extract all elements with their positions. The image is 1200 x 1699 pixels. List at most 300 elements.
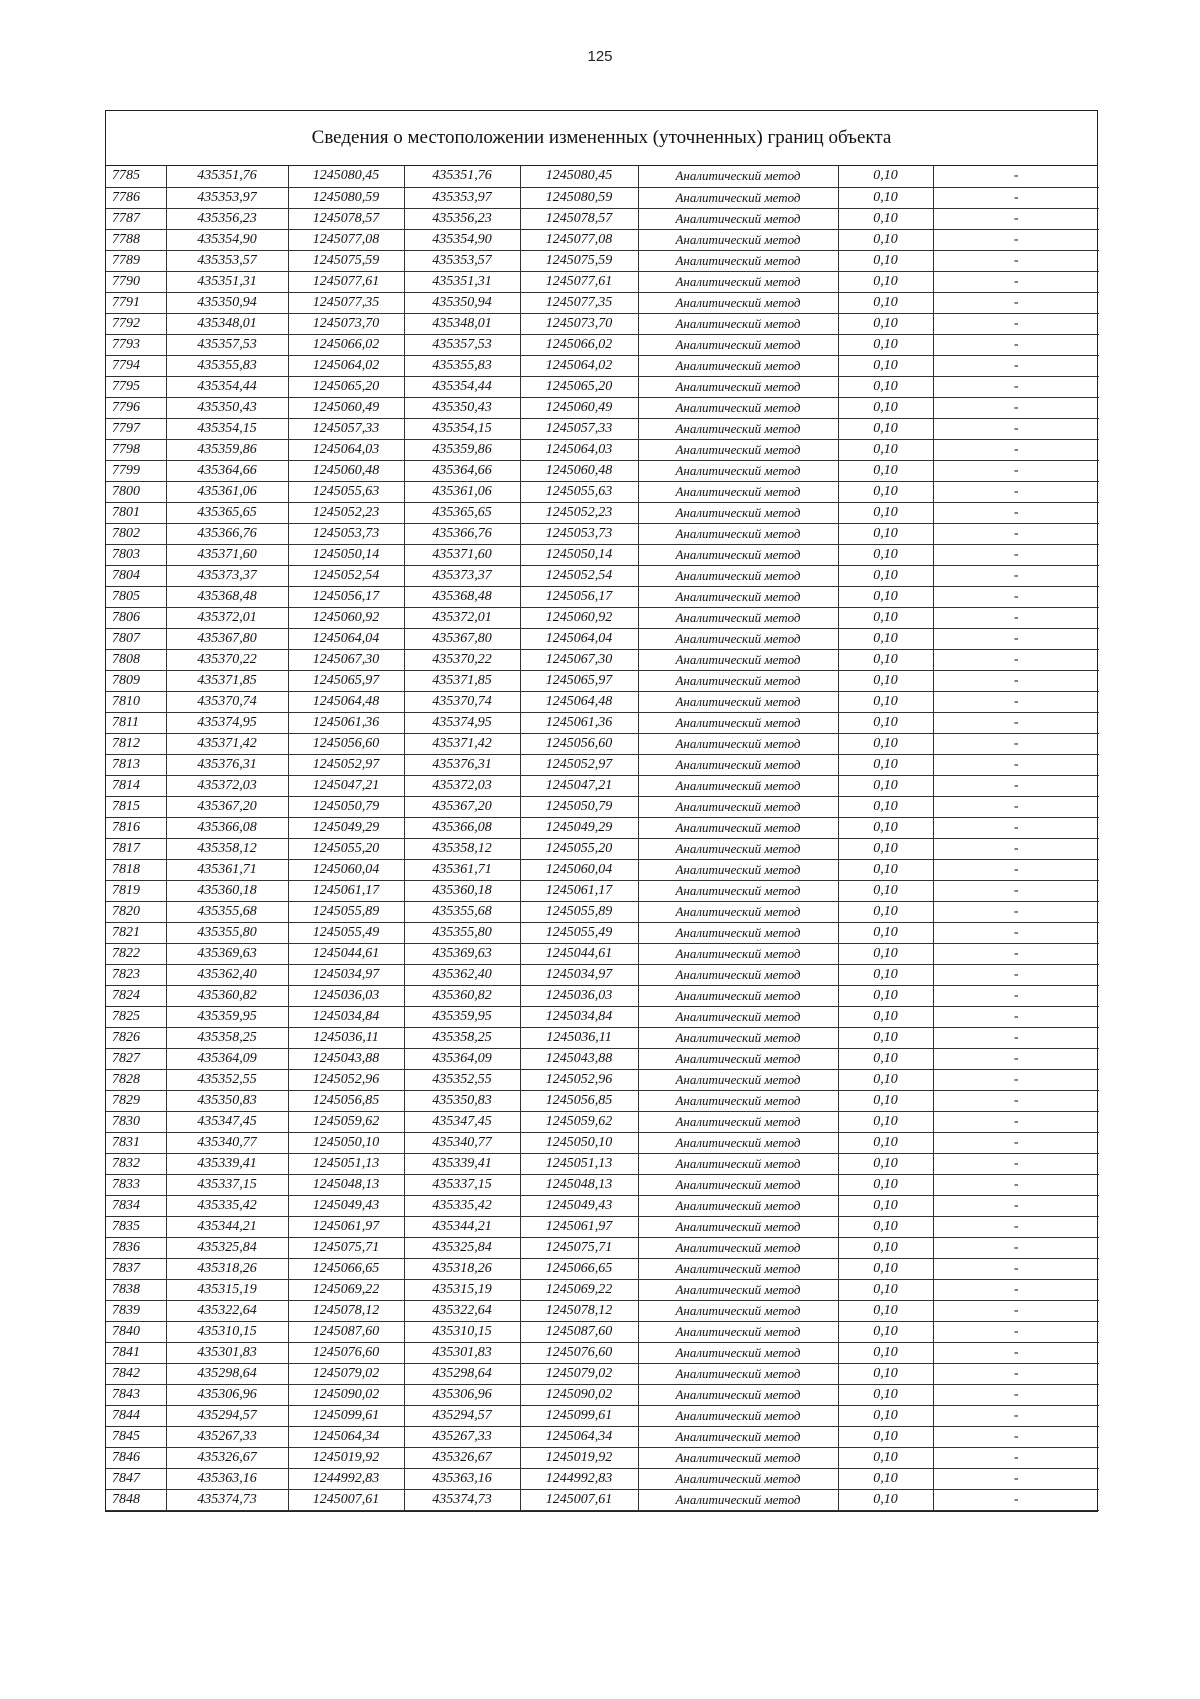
y-new-cell: 1245057,33: [520, 418, 638, 439]
table-row: [106, 649, 1099, 670]
x-old-cell: 435358,12: [166, 838, 288, 859]
x-new-cell: 435350,83: [404, 1090, 520, 1111]
y-old-cell: 1245087,60: [288, 1321, 404, 1342]
x-old-cell: 435354,90: [166, 229, 288, 250]
table-row: [106, 1153, 1099, 1174]
x-new-cell: 435360,82: [404, 985, 520, 1006]
point-number-cell: 7826: [106, 1027, 166, 1048]
x-new-cell: 435359,86: [404, 439, 520, 460]
y-old-cell: 1245049,43: [288, 1195, 404, 1216]
y-new-cell: 1245049,43: [520, 1195, 638, 1216]
x-new-cell: 435298,64: [404, 1363, 520, 1384]
x-new-cell: 435301,83: [404, 1342, 520, 1363]
x-old-cell: 435360,82: [166, 985, 288, 1006]
table-row: [106, 292, 1099, 313]
accuracy-cell: 0,10: [838, 250, 933, 271]
point-number-cell: 7847: [106, 1468, 166, 1489]
point-number-cell: 7802: [106, 523, 166, 544]
description-cell: -: [933, 250, 1099, 271]
accuracy-cell: 0,10: [838, 985, 933, 1006]
y-old-cell: 1245099,61: [288, 1405, 404, 1426]
x-old-cell: 435294,57: [166, 1405, 288, 1426]
point-number-cell: 7796: [106, 397, 166, 418]
y-new-cell: 1245056,85: [520, 1090, 638, 1111]
point-number-cell: 7801: [106, 502, 166, 523]
accuracy-cell: 0,10: [838, 187, 933, 208]
x-new-cell: 435354,15: [404, 418, 520, 439]
method-cell: Аналитический метод: [638, 901, 838, 922]
x-new-cell: 435360,18: [404, 880, 520, 901]
description-cell: -: [933, 649, 1099, 670]
description-cell: -: [933, 1174, 1099, 1195]
x-new-cell: 435322,64: [404, 1300, 520, 1321]
method-cell: Аналитический метод: [638, 1426, 838, 1447]
accuracy-cell: 0,10: [838, 1468, 933, 1489]
y-new-cell: 1245061,97: [520, 1216, 638, 1237]
accuracy-cell: 0,10: [838, 628, 933, 649]
method-cell: Аналитический метод: [638, 523, 838, 544]
description-cell: -: [933, 1006, 1099, 1027]
x-new-cell: 435352,55: [404, 1069, 520, 1090]
x-new-cell: 435315,19: [404, 1279, 520, 1300]
y-old-cell: 1245049,29: [288, 817, 404, 838]
x-new-cell: 435306,96: [404, 1384, 520, 1405]
y-old-cell: 1245059,62: [288, 1111, 404, 1132]
x-new-cell: 435344,21: [404, 1216, 520, 1237]
point-number-cell: 7831: [106, 1132, 166, 1153]
description-cell: -: [933, 859, 1099, 880]
method-cell: Аналитический метод: [638, 502, 838, 523]
point-number-cell: 7803: [106, 544, 166, 565]
point-number-cell: 7822: [106, 943, 166, 964]
method-cell: Аналитический метод: [638, 586, 838, 607]
x-old-cell: 435365,65: [166, 502, 288, 523]
x-old-cell: 435376,31: [166, 754, 288, 775]
y-old-cell: 1245064,02: [288, 355, 404, 376]
accuracy-cell: 0,10: [838, 502, 933, 523]
x-old-cell: 435354,44: [166, 376, 288, 397]
point-number-cell: 7818: [106, 859, 166, 880]
description-cell: -: [933, 1426, 1099, 1447]
y-new-cell: 1245036,03: [520, 985, 638, 1006]
point-number-cell: 7800: [106, 481, 166, 502]
y-new-cell: 1245078,57: [520, 208, 638, 229]
y-new-cell: 1245060,92: [520, 607, 638, 628]
y-new-cell: 1245079,02: [520, 1363, 638, 1384]
y-old-cell: 1245060,49: [288, 397, 404, 418]
point-number-cell: 7846: [106, 1447, 166, 1468]
table-row: [106, 229, 1099, 250]
description-cell: -: [933, 607, 1099, 628]
y-new-cell: 1245065,97: [520, 670, 638, 691]
y-old-cell: 1245043,88: [288, 1048, 404, 1069]
x-old-cell: 435310,15: [166, 1321, 288, 1342]
y-old-cell: 1245065,20: [288, 376, 404, 397]
description-cell: -: [933, 733, 1099, 754]
accuracy-cell: 0,10: [838, 691, 933, 712]
x-new-cell: 435355,80: [404, 922, 520, 943]
x-old-cell: 435350,94: [166, 292, 288, 313]
x-old-cell: 435374,95: [166, 712, 288, 733]
x-new-cell: 435365,65: [404, 502, 520, 523]
accuracy-cell: 0,10: [838, 1174, 933, 1195]
table-row: [106, 208, 1099, 229]
y-old-cell: 1245055,63: [288, 481, 404, 502]
x-new-cell: 435310,15: [404, 1321, 520, 1342]
table-row: [106, 1048, 1099, 1069]
x-old-cell: 435348,01: [166, 313, 288, 334]
table-body: [106, 166, 1099, 1510]
description-cell: -: [933, 670, 1099, 691]
point-number-cell: 7810: [106, 691, 166, 712]
method-cell: Аналитический метод: [638, 964, 838, 985]
table-row: [106, 628, 1099, 649]
x-old-cell: 435325,84: [166, 1237, 288, 1258]
y-old-cell: 1245052,23: [288, 502, 404, 523]
y-old-cell: 1245052,54: [288, 565, 404, 586]
accuracy-cell: 0,10: [838, 397, 933, 418]
description-cell: -: [933, 1300, 1099, 1321]
accuracy-cell: 0,10: [838, 964, 933, 985]
y-old-cell: 1245080,59: [288, 187, 404, 208]
point-number-cell: 7823: [106, 964, 166, 985]
point-number-cell: 7807: [106, 628, 166, 649]
point-number-cell: 7839: [106, 1300, 166, 1321]
point-number-cell: 7808: [106, 649, 166, 670]
description-cell: -: [933, 1468, 1099, 1489]
y-new-cell: 1244992,83: [520, 1468, 638, 1489]
y-new-cell: 1245055,20: [520, 838, 638, 859]
y-old-cell: 1245050,10: [288, 1132, 404, 1153]
x-old-cell: 435371,60: [166, 544, 288, 565]
accuracy-cell: 0,10: [838, 271, 933, 292]
point-number-cell: 7805: [106, 586, 166, 607]
method-cell: Аналитический метод: [638, 1300, 838, 1321]
accuracy-cell: 0,10: [838, 817, 933, 838]
x-old-cell: 435360,18: [166, 880, 288, 901]
method-cell: Аналитический метод: [638, 313, 838, 334]
table-row: [106, 1090, 1099, 1111]
description-cell: -: [933, 1363, 1099, 1384]
table-row: [106, 901, 1099, 922]
x-new-cell: 435363,16: [404, 1468, 520, 1489]
y-old-cell: 1245050,79: [288, 796, 404, 817]
point-number-cell: 7785: [106, 166, 166, 187]
x-old-cell: 435339,41: [166, 1153, 288, 1174]
table-row: [106, 502, 1099, 523]
y-new-cell: 1245077,08: [520, 229, 638, 250]
x-old-cell: 435361,06: [166, 481, 288, 502]
x-old-cell: 435370,22: [166, 649, 288, 670]
x-old-cell: 435315,19: [166, 1279, 288, 1300]
point-number-cell: 7824: [106, 985, 166, 1006]
table-row: [106, 712, 1099, 733]
y-new-cell: 1245078,12: [520, 1300, 638, 1321]
x-new-cell: 435340,77: [404, 1132, 520, 1153]
method-cell: Аналитический метод: [638, 775, 838, 796]
table-row: [106, 355, 1099, 376]
point-number-cell: 7845: [106, 1426, 166, 1447]
y-old-cell: 1245056,85: [288, 1090, 404, 1111]
x-old-cell: 435366,08: [166, 817, 288, 838]
method-cell: Аналитический метод: [638, 754, 838, 775]
point-number-cell: 7834: [106, 1195, 166, 1216]
table-row: [106, 1132, 1099, 1153]
point-number-cell: 7844: [106, 1405, 166, 1426]
accuracy-cell: 0,10: [838, 1426, 933, 1447]
method-cell: Аналитический метод: [638, 1006, 838, 1027]
point-number-cell: 7787: [106, 208, 166, 229]
y-new-cell: 1245034,97: [520, 964, 638, 985]
x-old-cell: 435363,16: [166, 1468, 288, 1489]
accuracy-cell: 0,10: [838, 481, 933, 502]
accuracy-cell: 0,10: [838, 838, 933, 859]
description-cell: -: [933, 502, 1099, 523]
point-number-cell: 7812: [106, 733, 166, 754]
y-old-cell: 1245064,03: [288, 439, 404, 460]
y-new-cell: 1245007,61: [520, 1489, 638, 1510]
y-old-cell: 1245073,70: [288, 313, 404, 334]
accuracy-cell: 0,10: [838, 1111, 933, 1132]
method-cell: Аналитический метод: [638, 1384, 838, 1405]
method-cell: Аналитический метод: [638, 817, 838, 838]
y-new-cell: 1245064,04: [520, 628, 638, 649]
description-cell: -: [933, 397, 1099, 418]
table-row: [106, 880, 1099, 901]
description-cell: -: [933, 775, 1099, 796]
table-row: [106, 1342, 1099, 1363]
x-new-cell: 435267,33: [404, 1426, 520, 1447]
y-old-cell: 1245076,60: [288, 1342, 404, 1363]
y-new-cell: 1245056,60: [520, 733, 638, 754]
x-new-cell: 435376,31: [404, 754, 520, 775]
y-old-cell: 1245007,61: [288, 1489, 404, 1510]
x-new-cell: 435367,80: [404, 628, 520, 649]
accuracy-cell: 0,10: [838, 1132, 933, 1153]
y-old-cell: 1245078,57: [288, 208, 404, 229]
table-row: [106, 1468, 1099, 1489]
y-new-cell: 1245044,61: [520, 943, 638, 964]
method-cell: Аналитический метод: [638, 1195, 838, 1216]
y-new-cell: 1245049,29: [520, 817, 638, 838]
x-old-cell: 435335,42: [166, 1195, 288, 1216]
accuracy-cell: 0,10: [838, 712, 933, 733]
description-cell: -: [933, 985, 1099, 1006]
point-number-cell: 7813: [106, 754, 166, 775]
accuracy-cell: 0,10: [838, 901, 933, 922]
table-row: [106, 817, 1099, 838]
x-old-cell: 435344,21: [166, 1216, 288, 1237]
x-old-cell: 435357,53: [166, 334, 288, 355]
point-number-cell: 7798: [106, 439, 166, 460]
accuracy-cell: 0,10: [838, 796, 933, 817]
point-number-cell: 7827: [106, 1048, 166, 1069]
description-cell: -: [933, 1405, 1099, 1426]
method-cell: Аналитический метод: [638, 1468, 838, 1489]
method-cell: Аналитический метод: [638, 985, 838, 1006]
table-row: [106, 1279, 1099, 1300]
accuracy-cell: 0,10: [838, 1489, 933, 1510]
description-cell: -: [933, 418, 1099, 439]
accuracy-cell: 0,10: [838, 607, 933, 628]
y-new-cell: 1245047,21: [520, 775, 638, 796]
x-new-cell: 435374,95: [404, 712, 520, 733]
accuracy-cell: 0,10: [838, 1447, 933, 1468]
y-old-cell: 1244992,83: [288, 1468, 404, 1489]
x-new-cell: 435359,95: [404, 1006, 520, 1027]
description-cell: -: [933, 1321, 1099, 1342]
method-cell: Аналитический метод: [638, 1489, 838, 1510]
page-number: 125: [587, 48, 613, 65]
description-cell: -: [933, 1132, 1099, 1153]
y-new-cell: 1245099,61: [520, 1405, 638, 1426]
accuracy-cell: 0,10: [838, 754, 933, 775]
description-cell: -: [933, 1279, 1099, 1300]
point-number-cell: 7835: [106, 1216, 166, 1237]
method-cell: Аналитический метод: [638, 712, 838, 733]
accuracy-cell: 0,10: [838, 355, 933, 376]
y-new-cell: 1245064,34: [520, 1426, 638, 1447]
x-new-cell: 435364,66: [404, 460, 520, 481]
point-number-cell: 7836: [106, 1237, 166, 1258]
y-old-cell: 1245061,97: [288, 1216, 404, 1237]
method-cell: Аналитический метод: [638, 1090, 838, 1111]
y-old-cell: 1245080,45: [288, 166, 404, 187]
method-cell: Аналитический метод: [638, 1048, 838, 1069]
y-new-cell: 1245090,02: [520, 1384, 638, 1405]
x-old-cell: 435354,15: [166, 418, 288, 439]
x-new-cell: 435370,74: [404, 691, 520, 712]
method-cell: Аналитический метод: [638, 397, 838, 418]
description-cell: -: [933, 880, 1099, 901]
table-row: [106, 1174, 1099, 1195]
description-cell: -: [933, 838, 1099, 859]
point-number-cell: 7806: [106, 607, 166, 628]
table-row: [106, 1489, 1099, 1510]
accuracy-cell: 0,10: [838, 586, 933, 607]
method-cell: Аналитический метод: [638, 880, 838, 901]
x-new-cell: 435358,25: [404, 1027, 520, 1048]
table-row: [106, 1006, 1099, 1027]
method-cell: Аналитический метод: [638, 1027, 838, 1048]
y-new-cell: 1245055,89: [520, 901, 638, 922]
point-number-cell: 7811: [106, 712, 166, 733]
accuracy-cell: 0,10: [838, 1090, 933, 1111]
method-cell: Аналитический метод: [638, 943, 838, 964]
table-row: [106, 943, 1099, 964]
description-cell: -: [933, 208, 1099, 229]
table-row: [106, 1237, 1099, 1258]
point-number-cell: 7820: [106, 901, 166, 922]
description-cell: -: [933, 1048, 1099, 1069]
method-cell: Аналитический метод: [638, 1279, 838, 1300]
table-row: [106, 1069, 1099, 1090]
table-row: [106, 1321, 1099, 1342]
method-cell: Аналитический метод: [638, 439, 838, 460]
table-row: [106, 586, 1099, 607]
y-old-cell: 1245048,13: [288, 1174, 404, 1195]
x-new-cell: 435361,71: [404, 859, 520, 880]
method-cell: Аналитический метод: [638, 1153, 838, 1174]
table-row: [106, 1447, 1099, 1468]
x-new-cell: 435350,94: [404, 292, 520, 313]
y-old-cell: 1245067,30: [288, 649, 404, 670]
point-number-cell: 7828: [106, 1069, 166, 1090]
y-old-cell: 1245066,02: [288, 334, 404, 355]
point-number-cell: 7848: [106, 1489, 166, 1510]
y-old-cell: 1245077,08: [288, 229, 404, 250]
accuracy-cell: 0,10: [838, 1363, 933, 1384]
y-old-cell: 1245056,17: [288, 586, 404, 607]
x-new-cell: 435337,15: [404, 1174, 520, 1195]
x-old-cell: 435351,31: [166, 271, 288, 292]
x-new-cell: 435374,73: [404, 1489, 520, 1510]
accuracy-cell: 0,10: [838, 1006, 933, 1027]
table-row: [106, 376, 1099, 397]
x-old-cell: 435355,80: [166, 922, 288, 943]
table-row: [106, 418, 1099, 439]
point-number-cell: 7786: [106, 187, 166, 208]
y-new-cell: 1245048,13: [520, 1174, 638, 1195]
description-cell: -: [933, 460, 1099, 481]
description-cell: -: [933, 187, 1099, 208]
point-number-cell: 7804: [106, 565, 166, 586]
y-old-cell: 1245052,96: [288, 1069, 404, 1090]
point-number-cell: 7788: [106, 229, 166, 250]
x-new-cell: 435362,40: [404, 964, 520, 985]
x-old-cell: 435355,83: [166, 355, 288, 376]
description-cell: -: [933, 355, 1099, 376]
y-old-cell: 1245090,02: [288, 1384, 404, 1405]
x-new-cell: 435366,08: [404, 817, 520, 838]
y-new-cell: 1245067,30: [520, 649, 638, 670]
y-old-cell: 1245055,89: [288, 901, 404, 922]
table-row: [106, 439, 1099, 460]
method-cell: Аналитический метод: [638, 670, 838, 691]
method-cell: Аналитический метод: [638, 565, 838, 586]
accuracy-cell: 0,10: [838, 1384, 933, 1405]
y-new-cell: 1245073,70: [520, 313, 638, 334]
accuracy-cell: 0,10: [838, 1027, 933, 1048]
x-old-cell: 435353,57: [166, 250, 288, 271]
table-row: [106, 838, 1099, 859]
method-cell: Аналитический метод: [638, 1216, 838, 1237]
y-old-cell: 1245056,60: [288, 733, 404, 754]
method-cell: Аналитический метод: [638, 292, 838, 313]
x-old-cell: 435372,01: [166, 607, 288, 628]
accuracy-cell: 0,10: [838, 166, 933, 187]
y-old-cell: 1245064,34: [288, 1426, 404, 1447]
x-new-cell: 435354,90: [404, 229, 520, 250]
x-new-cell: 435356,23: [404, 208, 520, 229]
x-old-cell: 435364,09: [166, 1048, 288, 1069]
y-new-cell: 1245036,11: [520, 1027, 638, 1048]
description-cell: -: [933, 1342, 1099, 1363]
method-cell: Аналитический метод: [638, 838, 838, 859]
table-title: Сведения о местоположении измененных (уточненных) границ объекта: [106, 111, 1097, 166]
method-cell: Аналитический метод: [638, 1258, 838, 1279]
point-number-cell: 7829: [106, 1090, 166, 1111]
x-new-cell: 435371,60: [404, 544, 520, 565]
boundary-table: [105, 110, 1098, 1512]
table-row: [106, 1384, 1099, 1405]
accuracy-cell: 0,10: [838, 880, 933, 901]
y-old-cell: 1245065,97: [288, 670, 404, 691]
y-new-cell: 1245076,60: [520, 1342, 638, 1363]
description-cell: -: [933, 964, 1099, 985]
y-old-cell: 1245060,04: [288, 859, 404, 880]
x-old-cell: 435366,76: [166, 523, 288, 544]
